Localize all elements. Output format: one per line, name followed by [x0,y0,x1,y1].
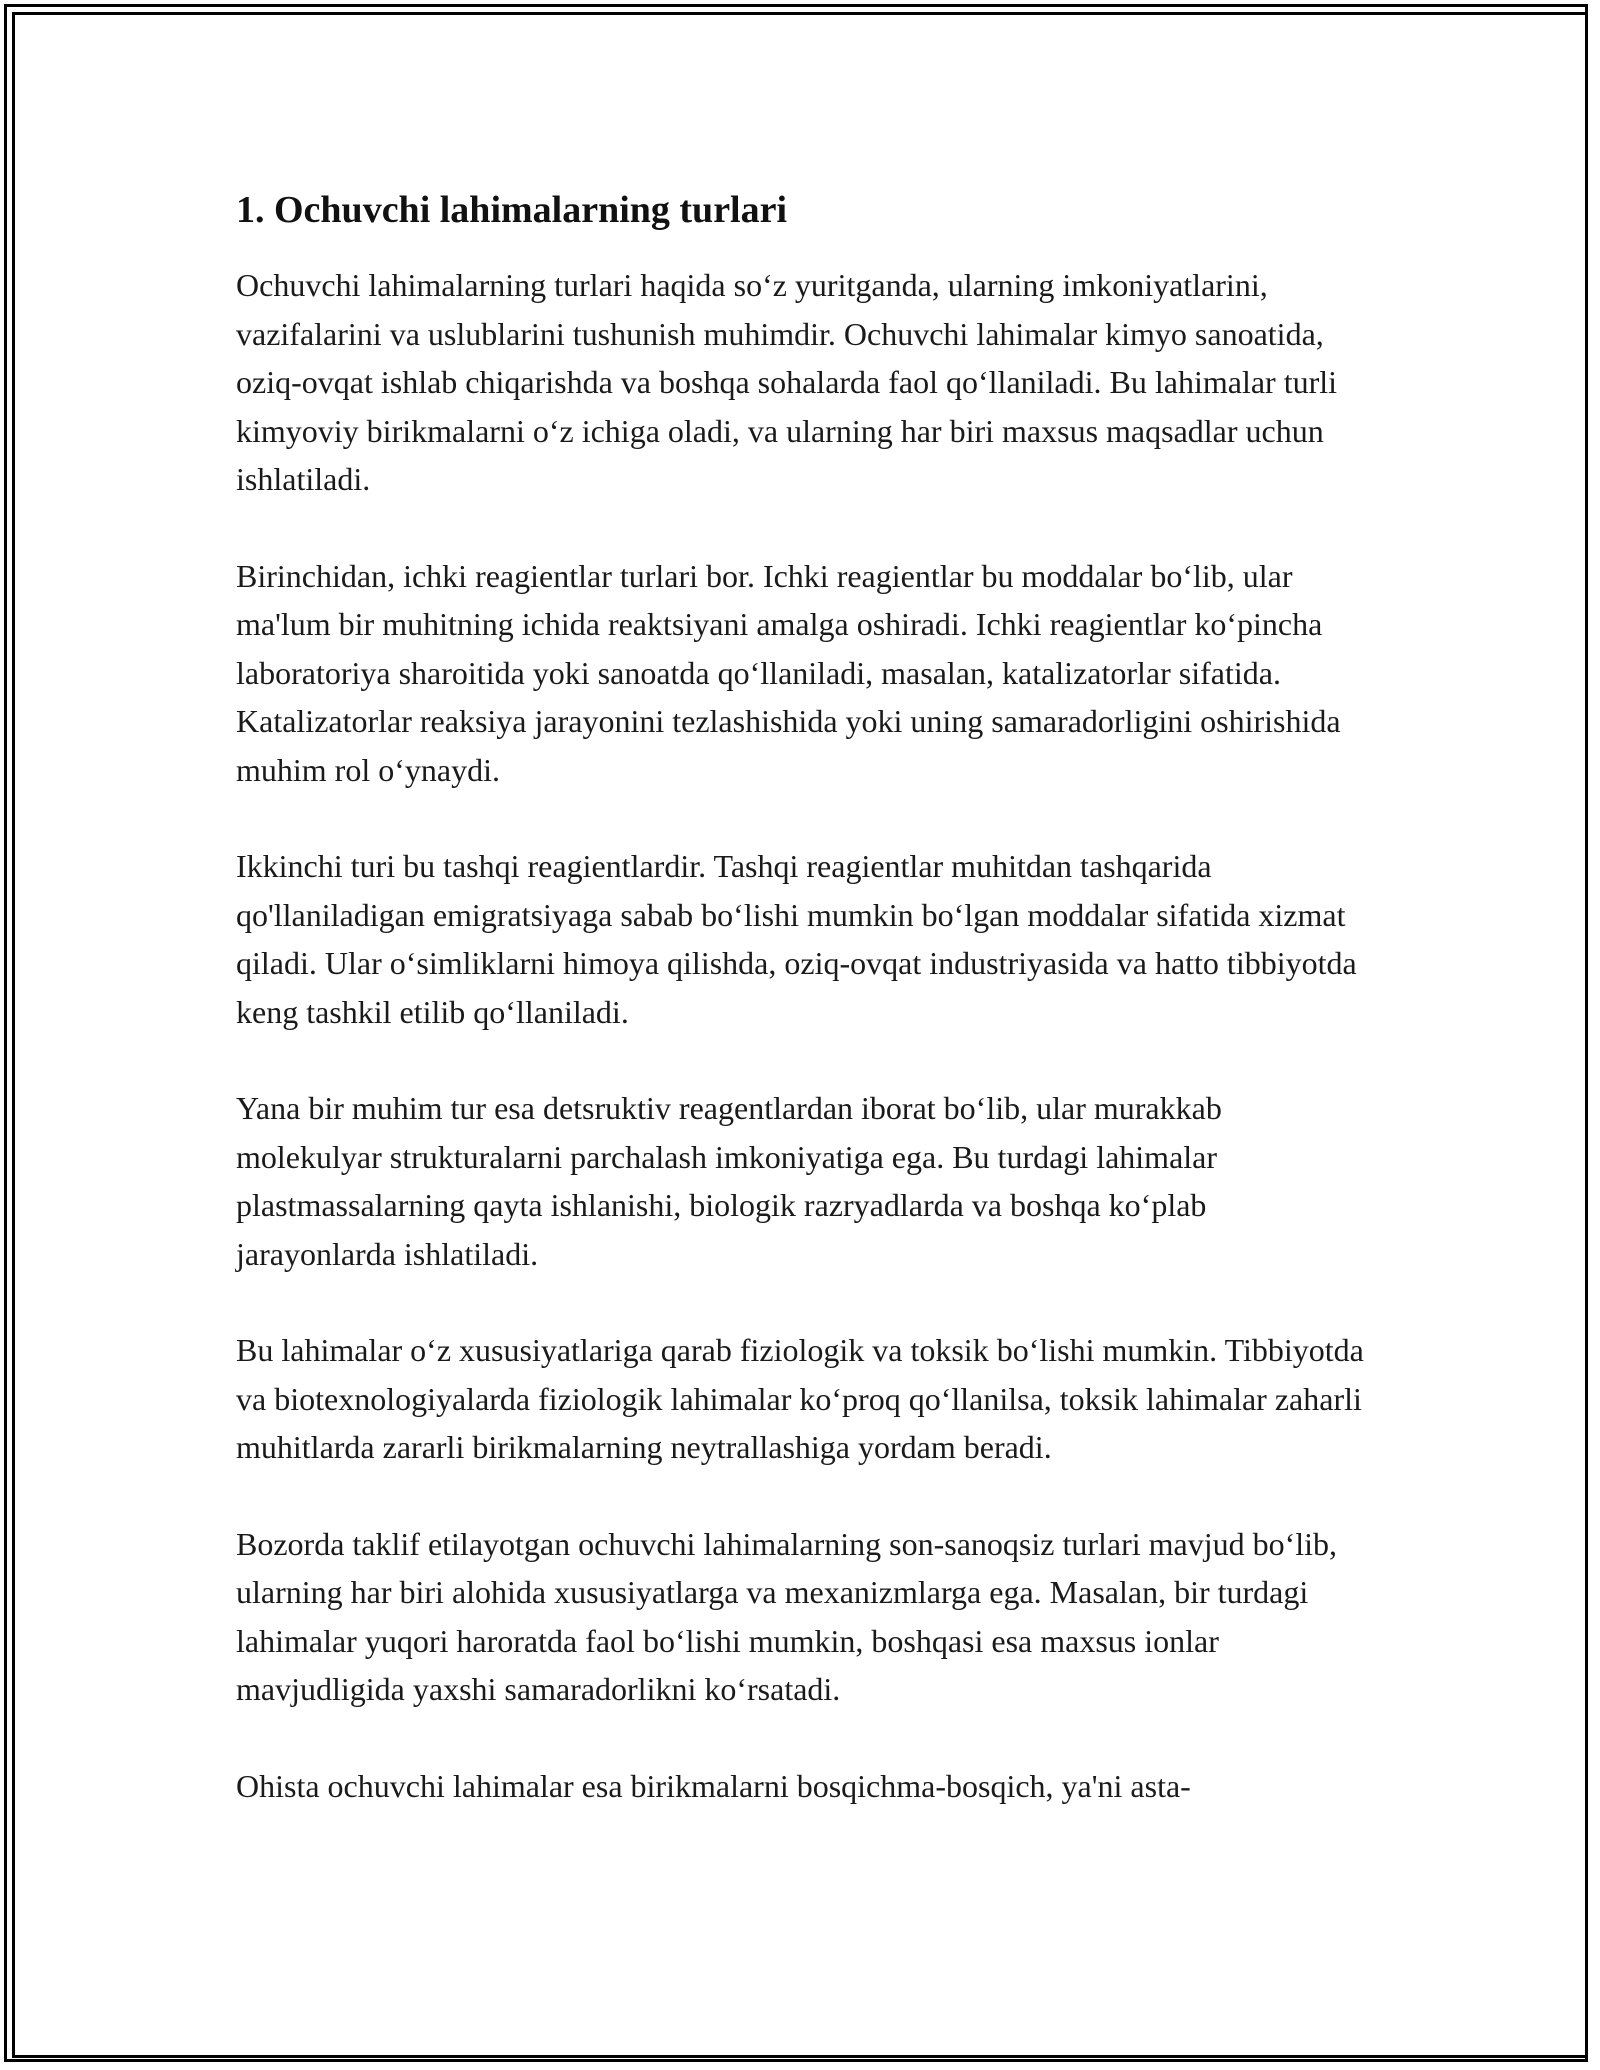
paragraph-intro: Ochuvchi lahimalarning turlari haqida so‘z yuritganda, ularning imkoniyatlarini, vazifalarini va uslublarini tushunish muhimdir. Ochuvchi lahimalar kimyo sanoatida, oziq-ovqat ishlab chiqarishda va boshqa sohalarda faol qo‘llaniladi. Bu lahimalar turli kimyoviy birikmalarni o‘z ichiga oladi, va ularning har biri maxsus maqsadlar uchun ishlatiladi. [236,267,1338,497]
paragraph-external-reagents: Ikkinchi turi bu tashqi reagientlardir. Tashqi reagientlar muhitdan tashqarida qo'llaniladigan emigratsiyaga sabab bo‘lishi mumkin bo‘lgan moddalar sifatida xizmat qiladi. Ular o‘simliklarni himoya qilishda, oziq-ovqat industriyasida va hatto tibbiyotda keng tashkil etilib qo‘llaniladi. [236,848,1357,1030]
paragraph-destructive-reagents: Yana bir muhim tur esa detsruktiv reagentlardan iborat bo‘lib, ular murakkab molekulyar strukturalarni parchalash imkoniyatiga ega. Bu turdagi lahimalar plastmassalarning qayta ishlanishi, biologik razryadlarda va boshqa ko‘plab jarayonlarda ishlatiladi. [236,1090,1222,1272]
paragraph-internal-reagents: Birinchidan, ichki reagientlar turlari bor. Ichki reagientlar bu moddalar bo‘lib, ular ma'lum bir muhitning ichida reaktsiyani amalga oshiradi. Ichki reagientlar ko‘pincha laboratoriya sharoitida yoki sanoatda qo‘llaniladi, masalan, katalizatorlar sifatida. Katalizatorlar reaksiya jarayonini tezlashishida yoki uning samaradorligini oshirishida muhim rol o‘ynaydi. [236,557,1341,788]
paragraph-market-types: Bozorda taklif etilayotgan ochuvchi lahimalarning son-sanoqsiz turlari mavjud bo‘lib, ularning har biri alohida xususiyatlarga va mexanizmlarga ega. Masalan, bir turdagi lahimalar yuqori haroratda faol bo‘lishi mumkin, boshqasi esa maxsus ionlar mavjudligida yaxshi samaradorlikni ko‘rsatadi. [236,1525,1338,1707]
paragraph-gentle-openers: Ohista ochuvchi lahimalar esa birikmalarni bosqichma-bosqich, ya'ni asta- [236,1767,1191,1804]
paragraph-physiological-toxic: Bu lahimalar o‘z xususiyatlariga qarab fiziologik va toksik bo‘lishi mumkin. Tibbiyotda va biotexnologiyalarda fiziologik lahimalar ko‘proq qo‘llanilsa, toksik lahimalar zaharli muhitlarda zararli birikmalarning neytrallashiga yordam beradi. [236,1332,1364,1465]
section-heading: 1. Ochuvchi lahimalarning turlari [236,189,788,231]
document-body [236,185,1366,1858]
